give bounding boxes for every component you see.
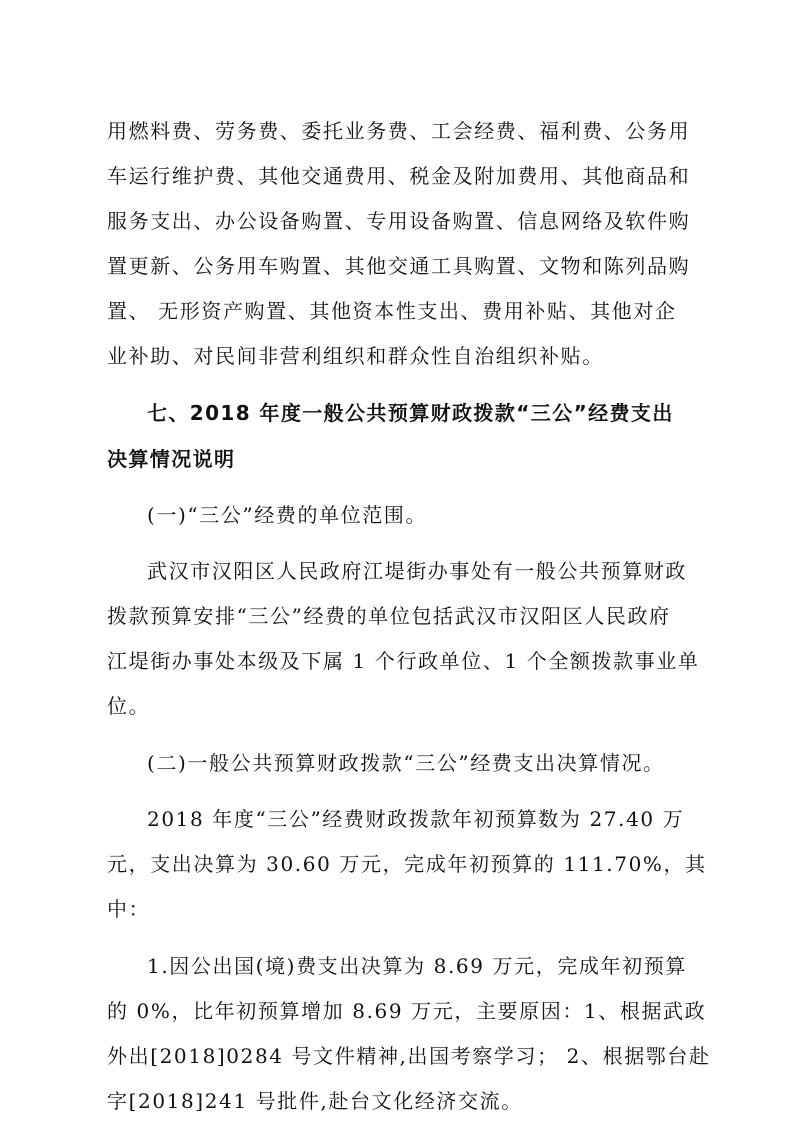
paragraph-line: 用燃料费、劳务费、委托业务费、工会经费、福利费、公务用	[107, 119, 691, 143]
paragraph-line: 中：	[107, 897, 151, 921]
paragraph-line: 1.因公出国(境)费支出决算为 8.69 万元，完成年初预算	[147, 954, 687, 978]
paragraph-line: 置更新、公务用车购置、其他交通工具购置、文物和陈列品购	[107, 254, 691, 278]
paragraph-line: 字[2018]241 号批件,赴台文化经济交流。	[107, 1089, 523, 1113]
paragraph-line: 位。	[107, 694, 151, 718]
paragraph-line: 江堤街办事处本级及下属 1 个行政单位、1 个全额拨款事业单	[107, 649, 700, 673]
paragraph-line: 2018 年度“三公”经费财政拨款年初预算数为 27.40 万	[147, 807, 685, 831]
paragraph-line: 元，支出决算为 30.60 万元，完成年初预算的 111.70%，其	[107, 852, 707, 876]
paragraph-line: 业补助、对民间非营利组织和群众性自治组织补贴。	[107, 344, 604, 368]
paragraph-line: 外出[2018]0284 号文件精神,出国考察学习； 2、根据鄂台赴	[107, 1044, 711, 1068]
subsection-title: (二)一般公共预算财政拨款“三公”经费支出决算情况。	[147, 751, 665, 775]
paragraph-line: 武汉市汉阳区人民政府江堤街办事处有一般公共预算财政	[147, 559, 687, 583]
paragraph-line: 的 0%，比年初预算增加 8.69 万元，主要原因：1、根据武政	[107, 999, 707, 1023]
section-heading-line: 决算情况说明	[107, 447, 236, 471]
paragraph-line: 服务支出、办公设备购置、专用设备购置、信息网络及软件购	[107, 209, 691, 233]
subsection-title: (一)“三公”经费的单位范围。	[147, 503, 428, 527]
section-heading-line: 七、2018 年度一般公共预算财政拨款“三公”经费支出	[147, 401, 674, 425]
paragraph-line: 车运行维护费、其他交通费用、税金及附加费用、其他商品和	[107, 164, 691, 188]
paragraph-line: 拨款预算安排“三公”经费的单位包括武汉市汉阳区人民政府	[107, 604, 671, 628]
paragraph-line: 置、 无形资产购置、其他资本性支出、费用补贴、其他对企	[107, 299, 677, 323]
